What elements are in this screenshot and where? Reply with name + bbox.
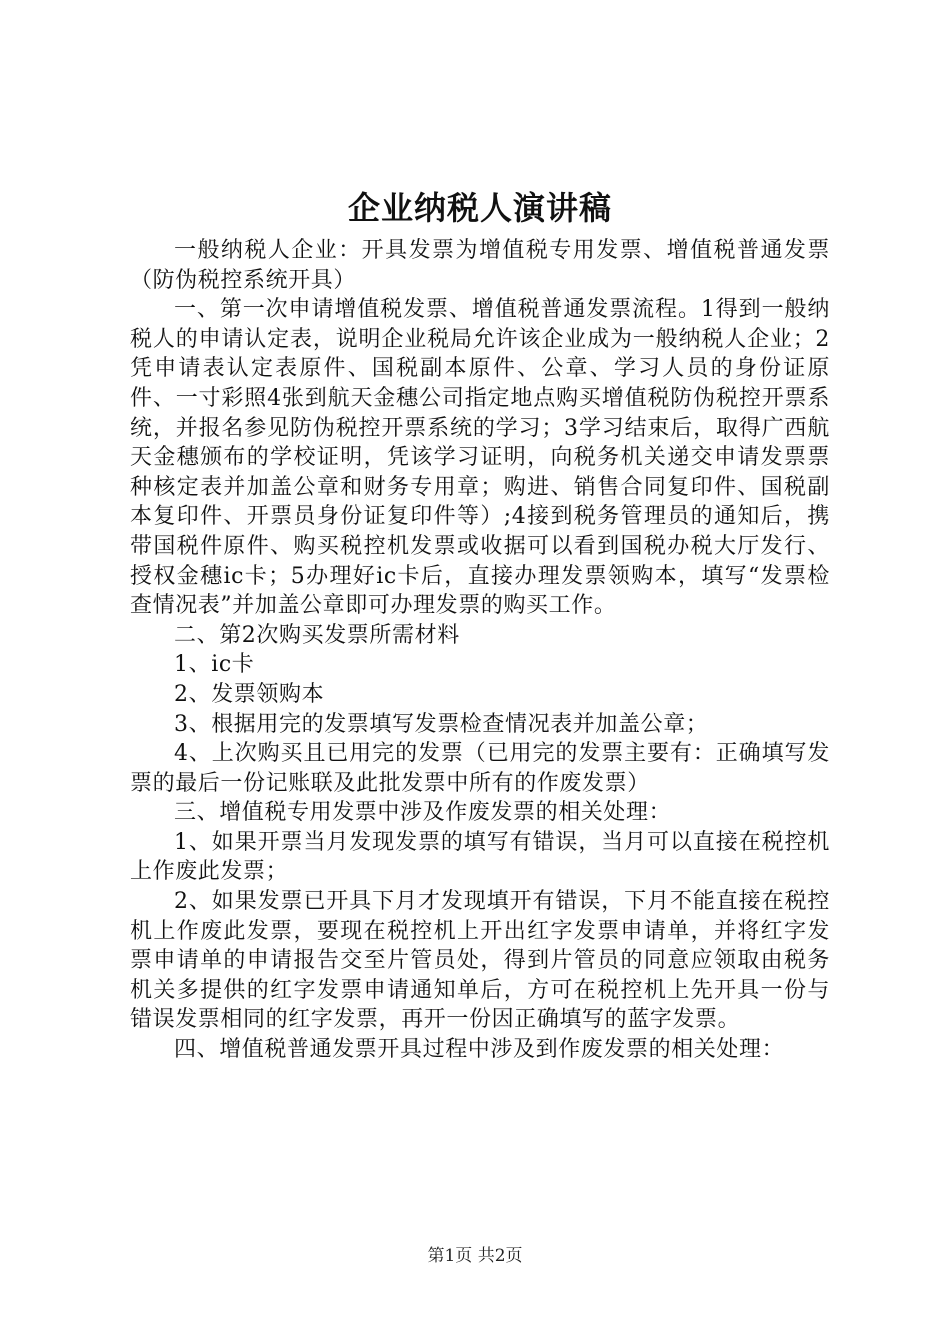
paragraph-section-3-heading: 三、增值税专用发票中涉及作废发票的相关处理： <box>174 800 672 826</box>
paragraph-intro: 一般纳税人企业：开具发票为增值税专用发票、增值税普通发票（防伪税控系统开具） <box>130 238 830 293</box>
list-item: 2、发票领购本 <box>174 681 325 707</box>
list-item: 1、ic卡 <box>174 652 255 678</box>
document-title: 企业纳税人演讲稿 <box>347 189 612 227</box>
paragraph-section-4-heading: 四、增值税普通发票开具过程中涉及到作废发票的相关处理： <box>174 1037 785 1063</box>
paragraph-section-2-heading: 二、第2次购买发票所需材料 <box>174 622 460 648</box>
list-item: 2、如果发票已开具下月才发现填开有错误，下月不能直接在税控机上作废此发票，要现在税控机上开出红字发票申请单，并将红字发票申请单的申请报告交至片管员处，得到片管员的同意应领取由税务机关多提供的红字发票申请通知单后，方可在税控机上先开具一份与错误发票相同的红字发票，再开一份因正确填写的蓝字发票。 <box>130 889 830 1033</box>
paragraph-section-1: 一、第一次申请增值税发票、增值税普通发票流程。1得到一般纳税人的申请认定表，说明企业税局允许该企业成为一般纳税人企业；2凭申请表认定表原件、国税副本原件、公章、学习人员的身份证原件、一寸彩照4张到航天金穗公司指定地点购买增值税防伪税控开票系统，并报名参见防伪税控开票系统的学习；3学习结束后，取得广西航天金穗颁布的学校证明，凭该学习证明，向税务机关递交申请发票票种核定表并加盖公章和财务专用章；购进、销售合同复印件、国税副本复印件、开票员身份证复印件等）;4接到税务管理员的通知后，携带国税件原件、购买税控机发票或收据可以看到国税办税大厅发行、授权金穗ic卡；5办理好ic卡后，直接办理发票领购本，填写“发票检查情况表”并加盖公章即可办理发票的购买工作。 <box>130 297 830 619</box>
document-page <box>130 186 830 1065</box>
page-number-footer: 第1页 共2页 <box>427 1246 523 1266</box>
list-item: 3、根据用完的发票填写发票检查情况表并加盖公章； <box>174 711 709 737</box>
list-item: 4、上次购买且已用完的发票（已用完的发票主要有：正确填写发票的最后一份记账联及此批发票中所有的作废发票） <box>130 741 830 796</box>
list-item: 1、如果开票当月发现发票的填写有错误，当月可以直接在税控机上作废此发票； <box>130 829 830 885</box>
